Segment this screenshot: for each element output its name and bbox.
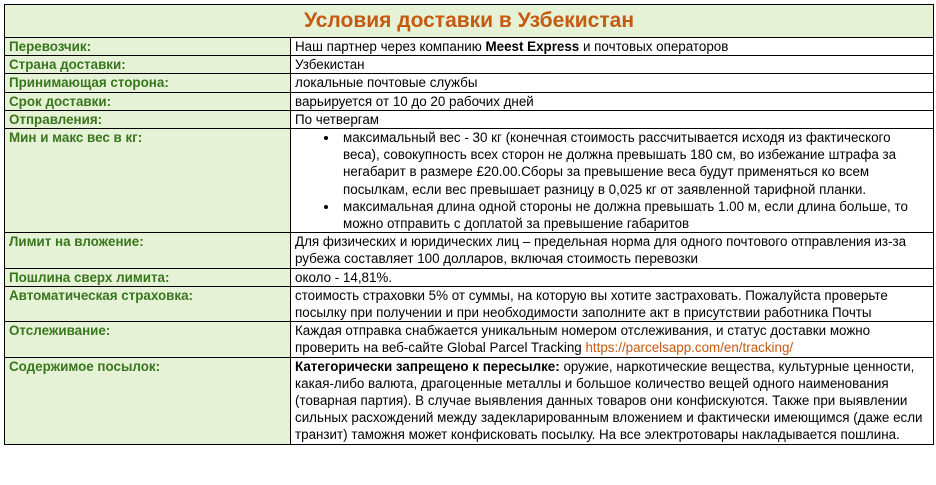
list-item: • максимальная длина одной стороны не должна превышать 1.00 м, если длина больше, то можно отправить с доплатой за превышение габаритов [339,198,929,232]
tracking-link[interactable]: https://parcelsapp.com/en/tracking/ [585,340,794,356]
table-row-country [5,56,934,74]
country-label: Страна доставки: [5,56,291,74]
table-row-shipping [5,110,934,128]
carrier-pre: Наш партнер через компанию [295,39,486,54]
delivery-terms-table [4,4,934,445]
shipping-value: По четвергам [291,110,934,128]
shipping-label: Отправления: [5,110,291,128]
table-row-duty [5,268,934,286]
table-row-term [5,92,934,110]
carrier-value [291,38,934,56]
contents-prohibited-heading: Категорически запрещено к пересылке: [295,358,560,374]
insurance-label: Автоматическая страховка: [5,286,291,321]
table-row-carrier [5,38,934,56]
duty-label: Пошлина сверх лимита: [5,268,291,286]
list-item: • максимальный вес - 30 кг (конечная стоимость рассчитывается исходя из фактического веса), совокупность всех сторон не должна превышать 180 см, во избежание штрафа за негабарит в размере £20.00.Сборы за превышение веса будут применяться ко всем посылкам, если вес превышает разницу в 0,025 кг от заявленной тарифной планки. [339,129,929,198]
carrier-company: Meest Express [485,39,580,54]
limit-label: Лимит на вложение: [5,233,291,268]
country-value: Узбекистан [291,56,934,74]
weight-list [295,129,929,232]
table-row-tracking [5,322,934,357]
table-row-insurance [5,286,934,321]
table-row-receiver [5,74,934,92]
title-row [5,5,934,38]
insurance-value: стоимость страховки 5% от суммы, на которую вы хотите застраховать. Пожалуйста проверьте посылку при получении и при необходимости заполните акт в присутствии работника Почты [291,286,934,321]
weight-value [291,129,934,233]
receiver-value: локальные почтовые службы [291,74,934,92]
carrier-label: Перевозчик: [5,38,291,56]
tracking-label: Отслеживание: [5,322,291,357]
contents-label: Содержимое посылок: [5,357,291,444]
receiver-label: Принимающая сторона: [5,74,291,92]
table-row-contents [5,357,934,444]
limit-value: Для физических и юридических лиц – предельная норма для одного почтового отправления из-за рубежа составляет 100 долларов, включая стоимость перевозки [291,233,934,268]
contents-value [291,357,934,444]
carrier-post: и почтовых операторов [579,39,729,54]
term-label: Срок доставки: [5,92,291,110]
weight-label: Мин и макс вес в кг: [5,129,291,233]
tracking-value [291,322,934,357]
table-row-weight [5,129,934,233]
term-value: варьируется от 10 до 20 рабочих дней [291,92,934,110]
contents-text: оружие, наркотические вещества, культурные ценности, какая-либо валюта, драгоценные металлы и большое количество вещей одного наименования (товарная партия). В случае выявления данных товаров они конфискуются. Также при выявлении сильных расхождений между задекларированным вложением и фактически имеющимся (даже если транзит) таможня может конфисковать посылку. На все электротовары накладывается пошлина. [295,358,923,443]
page-title: Условия доставки в Узбекистан [5,5,934,38]
table-row-limit [5,233,934,268]
duty-value: около - 14,81%. [291,268,934,286]
tracking-text: Каждая отправка снабжается уникальным номером отслеживания, и статус доставки можно проверить на веб-сайте Global Parcel Tracking [295,323,871,356]
